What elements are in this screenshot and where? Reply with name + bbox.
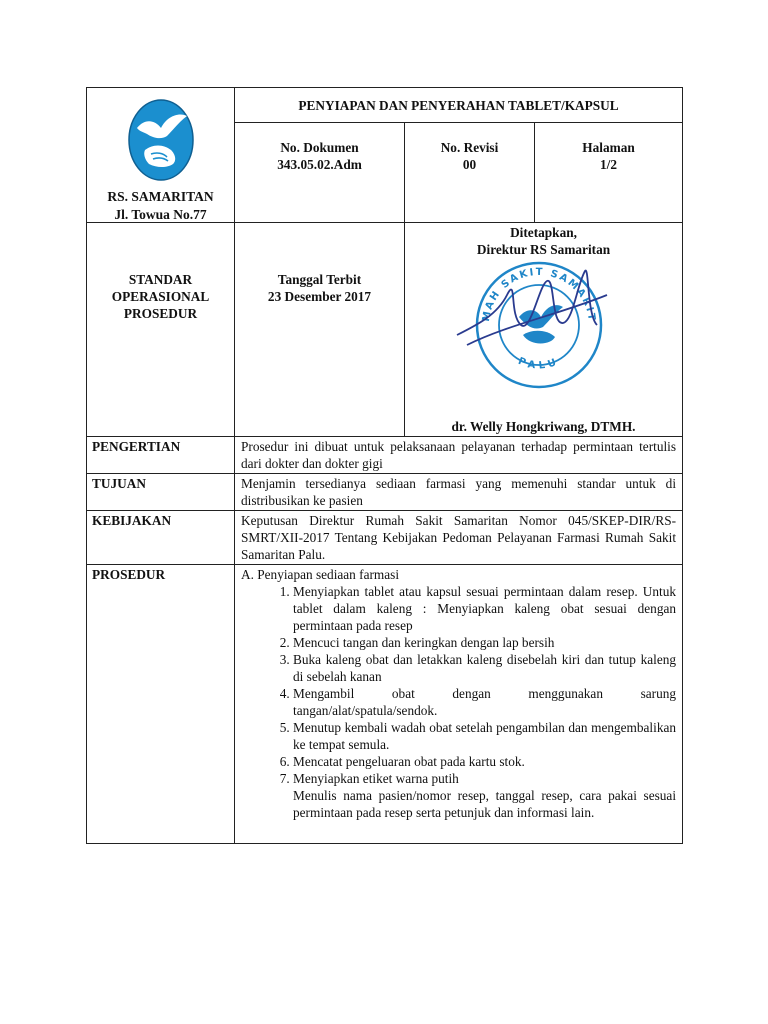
issue-date-label: Tanggal Terbit [277, 272, 362, 287]
pengertian-text: Prosedur ini dibuat untuk pelaksanaan pelayanan terhadap permintaan tertulis dari dokter dan dokter gigi [235, 437, 683, 474]
revision-label: No. Revisi [440, 140, 499, 155]
doc-number-label: No. Dokumen [280, 140, 359, 155]
doc-number-cell [235, 123, 405, 223]
hospital-name: RS. SAMARITAN [107, 189, 214, 204]
list-item [293, 770, 676, 821]
issue-date-value: 23 Desember 2017 [267, 289, 372, 304]
list-item: 5. Menutup kembali wadah obat setelah pengambilan dan mengembalikan ke tempat semula. [293, 719, 676, 753]
list-item: 6. Mencatat pengeluaran obat pada kartu stok. [293, 753, 676, 770]
revision-cell [405, 123, 535, 223]
approval-cell [405, 223, 683, 437]
step-7-title: 7. Menyiapkan etiket warna putih [293, 771, 459, 786]
prosedur-label: PROSEDUR [87, 565, 235, 844]
tujuan-text: Menjamin tersedianya sediaan farmasi yang memenuhi standar untuk di distribusikan ke pasien [235, 474, 683, 511]
list-item: 3. Buka kaleng obat dan letakkan kaleng disebelah kiri dan tutup kaleng di sebelah kanan [293, 651, 676, 685]
revision-value: 00 [462, 157, 477, 172]
sop-document [86, 87, 682, 844]
list-item: 4. Mengambil obat dengan menggunakan sarung tangan/alat/spatula/sendok. [293, 685, 676, 719]
list-item: 1. Menyiapkan tablet atau kapsul sesuai permintaan dalam resep. Untuk tablet dalam kaleng : Menyiapkan kaleng obat sesuai dengan permintaan pada resep [293, 583, 676, 634]
step-7-detail: Menulis nama pasien/nomor resep, tanggal resep, cara pakai sesuai permintaan pada resep serta petunjuk dan informasi lain. [293, 788, 677, 820]
approved-label: Ditetapkan, [510, 225, 577, 240]
page-label: Halaman [582, 140, 635, 155]
sop-label-cell [87, 223, 235, 437]
sop-line-2: OPERASIONAL [111, 289, 210, 304]
prosedur-steps [241, 583, 676, 821]
dove-hands-icon [127, 98, 195, 182]
sop-line-1: STANDAR [128, 272, 193, 287]
hospital-stamp [467, 251, 607, 391]
signer-name: dr. Welly Hongkriwang, DTMH. [451, 419, 636, 434]
page-value: 1/2 [600, 157, 618, 172]
tujuan-label: TUJUAN [87, 474, 235, 511]
issue-date-cell [235, 223, 405, 437]
doc-number-value: 343.05.02.Adm [277, 157, 362, 172]
stamp-text-bottom: PALU [516, 355, 562, 372]
kebijakan-text: Keputusan Direktur Rumah Sakit Samaritan Nomor 045/SKEP-DIR/RS-SMRT/XII-2017 Tentang Kebijakan Pedoman Pelayanan Farmasi Rumah Sakit Samaritan Palu. [235, 511, 683, 565]
approved-by-title: Direktur RS Samaritan [476, 242, 611, 257]
prosedur-heading: A. Penyiapan sediaan farmasi [241, 567, 400, 582]
hospital-logo [127, 98, 195, 182]
list-item: 2. Mencuci tangan dan keringkan dengan lap bersih [293, 634, 676, 651]
sop-table [86, 87, 683, 844]
pengertian-label: PENGERTIAN [87, 437, 235, 474]
sop-line-3: PROSEDUR [123, 306, 198, 321]
document-title: PENYIAPAN DAN PENYERAHAN TABLET/KAPSUL [235, 88, 683, 123]
kebijakan-label: KEBIJAKAN [87, 511, 235, 565]
stamp-text-top: MAH SAKIT SAMARIT [480, 266, 597, 323]
hospital-logo-cell [87, 88, 235, 223]
signature-mark [447, 255, 617, 375]
hospital-address: Jl. Towua No.77 [114, 207, 207, 222]
prosedur-content [235, 565, 683, 844]
page-number-cell [535, 123, 683, 223]
